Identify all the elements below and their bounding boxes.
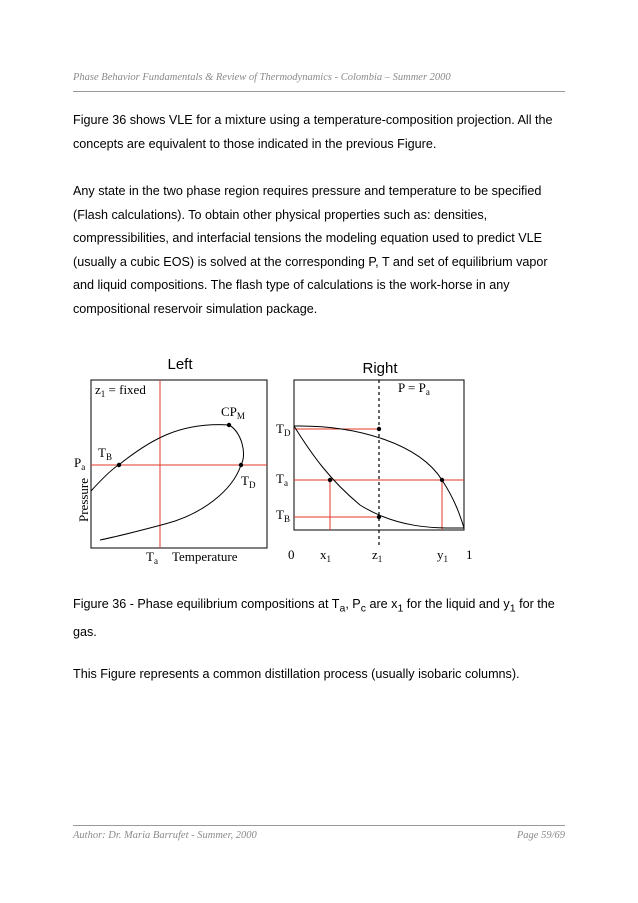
left-tb-point (117, 463, 121, 467)
right-y1-point (440, 478, 444, 482)
running-header: Phase Behavior Fundamentals & Review of Thermodynamics - Colombia – Summer 2000 (73, 72, 451, 83)
right-x1-point (328, 478, 332, 482)
right-y1-label: $y_1$ (437, 547, 448, 564)
footer-author: Author: Dr. Maria Barrufet - Summer, 2000 (73, 830, 257, 841)
left-panel-title: Left (167, 356, 193, 373)
left-ta-label: $T_a$ (146, 549, 158, 566)
right-x1-label: $x_1$ (320, 547, 331, 564)
right-z1-label: $z_1$ (372, 547, 383, 564)
paragraph-flash-calculations: Any state in the two phase region requires pressure and temperature to be specified (Flash calculations). To obtain other physical properties such as: densities, compressibilities, and interfacial tensions the modeling equation used to predict VLE (usually a cubic EOS) is solved at the corresponding P, T and set of equilibrium vapor and liquid compositions. The flash type of calculations is the work-horse in any compositional reservoir simulation package. (73, 184, 548, 316)
right-ta-label: $T_a$ (276, 471, 288, 488)
left-dew-curve (100, 425, 244, 540)
footer-page-number: Page 59/69 (516, 830, 565, 841)
left-x-axis-label: Temperature (172, 549, 238, 564)
left-tb-label: $T_B$ (98, 445, 112, 462)
right-td-label: $T_D$ (276, 421, 291, 438)
paragraph-figure-intro: Figure 36 shows VLE for a mixture using a temperature-composition projection. All the concepts are equivalent to those indicated in the previous Figure. (73, 113, 553, 151)
right-dew-z1-point (377, 427, 381, 431)
right-one-label: 1 (466, 547, 473, 562)
left-cp-label: $CP_M$ (221, 404, 245, 421)
left-cp-point (227, 423, 231, 427)
right-panel-title: Right (362, 360, 398, 377)
right-tb-label: $T_B$ (276, 507, 290, 524)
right-zero-label: 0 (288, 547, 295, 562)
vle-figure (0, 340, 638, 585)
right-p-label: $P = P_a$ (398, 380, 430, 397)
left-pa-label: $P_a$ (74, 455, 86, 472)
left-td-point (239, 463, 243, 467)
paragraph-distillation: This Figure represents a common distillation process (usually isobaric columns). (73, 667, 520, 681)
left-y-axis-label: Pressure (76, 477, 91, 523)
footer-rule (73, 825, 565, 826)
right-bubble-z1-point (377, 515, 381, 519)
figure-caption: Figure 36 - Phase equilibrium compositions at $T_a$, $P_c$ are $x_1$ for the liquid and $y_1$ for the gas. (73, 597, 555, 640)
left-z-label: $z_1$ = fixed (95, 382, 146, 399)
left-td-label: $T_D$ (241, 473, 256, 490)
header-rule (73, 91, 565, 92)
